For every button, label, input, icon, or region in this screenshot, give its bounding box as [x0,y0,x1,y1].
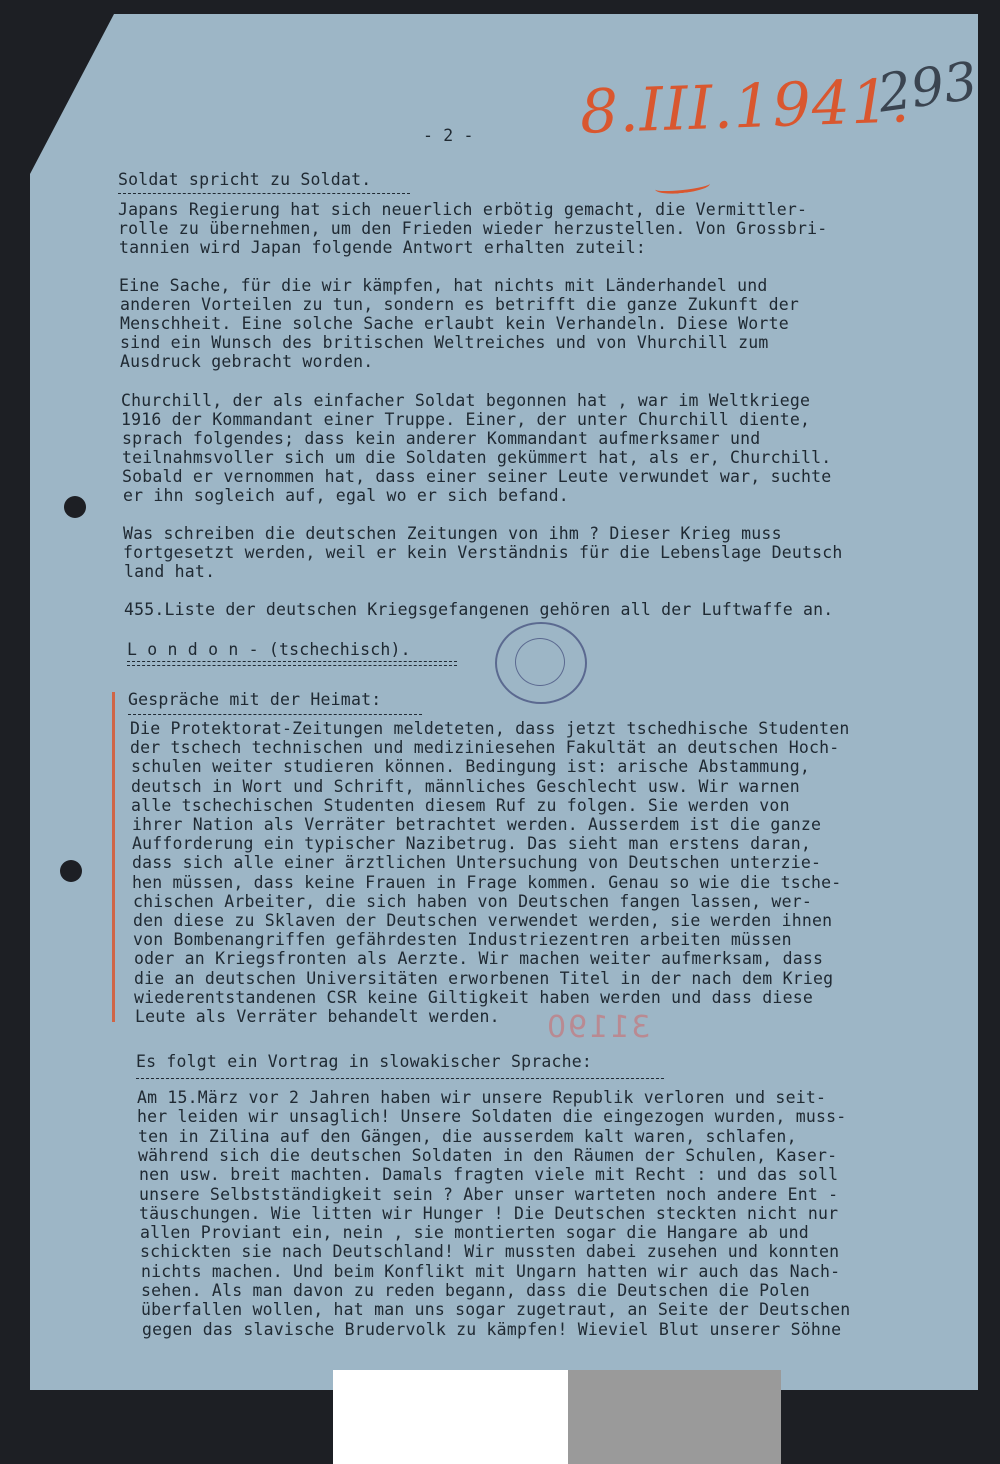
heading-underline [136,1078,664,1079]
margin-mark [112,692,115,1022]
text-line: land hat. [124,562,216,581]
text-line: chischen Arbeiter, die sich haben von Deutschen fangen lassen, wer- [133,892,812,911]
text-line: allen Proviant ein, nein , sie montierten sogar die Hangare ab und [140,1223,809,1242]
text-line: den diese zu Sklaven der Deutschen verwendet werden, sie werden ihnen [133,911,833,930]
text-line: täuschungen. Wie litten wir Hunger ! Die Deutschen steckten nicht nur [139,1204,839,1223]
text-line: unsere Selbstständigkeit sein ? Aber unser warteten noch andere Ent - [139,1185,839,1204]
heading-underline [128,714,422,715]
handwritten-date: 8.III.1941. [578,66,912,148]
text-line: von Bombenangriffen gefährdesten Industriezentren arbeiten müssen [133,930,792,949]
text-line: hen müssen, dass keine Frauen in Frage kommen. Genau so wie die tsche- [132,873,842,892]
text-line: die an deutschen Universitäten erworbenen Titel in der nach dem Krieg [134,969,834,988]
text-line: anderen Vorteilen zu tun, sondern es betrifft die ganze Zukunft der [120,295,799,314]
text-line: gegen das slavische Brudervolk zu kämpfen! Wieviel Blut unserer Söhne [142,1320,842,1339]
text-line: nen usw. breit machten. Damals fragten viele mit Recht : und das soll [139,1165,839,1184]
text-line: fortgesetzt werden, weil er kein Verständnis für die Lebenslage Deutsch [123,543,843,562]
text-line: Leute als Verräter behandelt werden. [135,1007,500,1026]
text-line: er ihn sogleich auf, egal wo er sich befand. [123,486,569,505]
text-line: Sobald er vernommen hat, dass einer seiner Leute verwundet war, suchte [122,467,832,486]
text-line: Eine Sache, für die wir kämpfen, hat nichts mit Länderhandel und [119,276,768,295]
text-line: Die Protektorat-Zeitungen meldeteten, dass jetzt tschedhische Studenten [130,719,850,738]
section-heading: Es folgt ein Vortrag in slowakischer Sprache: [136,1052,593,1071]
text-line: Menschheit. Eine solche Sache erlaubt kein Verhandeln. Diese Worte [120,314,789,333]
text-line: sind ein Wunsch des britischen Weltreiches und von Vhurchill zum [120,333,769,352]
page-number: - 2 - [423,126,474,145]
text-line: 455.Liste der deutschen Kriegsgefangenen gehören all der Luftwaffe an. [124,600,834,619]
text-line: überfallen wollen, hat man uns sogar zugetraut, an Seite der Deutschen [141,1300,851,1319]
text-line: Aufforderung ein typischer Nazibetrug. Das sieht man erstens daran, [132,834,811,853]
text-line: Japans Regierung hat sich neuerlich erbötig gemacht, die Vermittler- [118,200,808,219]
archive-stamp [495,622,587,704]
text-line: her leiden wir unsaglich! Unsere Soldaten die eingezogen wurden, muss- [137,1107,847,1126]
section-heading: Soldat spricht zu Soldat. [118,170,372,189]
text-line: ten in Zilina auf den Gängen, die ausserdem kalt waren, schlafen, [138,1127,797,1146]
section-heading: Gespräche mit der Heimat: [128,690,382,709]
text-line: dass sich alle einer ärztlichen Untersuchung von Deutschen unterzie- [132,853,822,872]
text-line: 1916 der Kommandant einer Truppe. Einer, der unter Churchill diente, [121,410,811,429]
text-line: teilnahmsvoller sich um die Soldaten gekümmert hat, als er, Churchill. [122,448,832,467]
text-line: rolle zu übernehmen, um den Frieden wieder herzustellen. Von Grossbri- [118,219,828,238]
text-line: Was schreiben die deutschen Zeitungen von ihm ? Dieser Krieg muss [123,524,782,543]
text-line: Am 15.März vor 2 Jahren haben wir unsere Republik verloren und seit- [137,1088,827,1107]
scan-calibration-patch [333,1370,781,1464]
text-line: nichts machen. Und beim Konflikt mit Ungarn hatten wir auch das Nach- [141,1262,841,1281]
text-line: sehen. Als man davon zu reden begann, dass die Deutschen die Polen [141,1281,810,1300]
text-line: alle tschechischen Studenten diesem Ruf zu folgen. Sie werden von [131,796,790,815]
text-line: schulen weiter studieren können. Bedingung ist: arische Abstammung, [131,757,810,776]
text-line: Churchill, der als einfacher Soldat begonnen hat , war im Weltkriege [121,391,811,410]
punch-hole [64,496,86,518]
white-patch [333,1370,568,1464]
punch-hole [60,860,82,882]
text-line: ihrer Nation als Verräter betrachtet werden. Ausserdem ist die ganze [132,815,822,834]
text-line: tannien wird Japan folgende Antwort erhalten zuteil: [119,238,646,257]
text-line: oder an Kriegsfronten als Aerzte. Wir machen weiter aufmerksam, dass [134,949,824,968]
archive-number: 31190 [545,1010,651,1045]
text-line: Ausdruck gebracht worden. [120,352,374,371]
text-line: deutsch in Wort und Schrift, männliches Geschlecht usw. Wir warnen [131,777,800,796]
heading-double-underline [127,661,457,666]
text-line: schickten sie nach Deutschland! Wir mussten dabei zusehen und konnten [140,1242,840,1261]
text-line: der tschech technischen und mediziniesehen Fakultät an deutschen Hoch- [130,738,840,757]
section-heading: L o n d o n - (tschechisch). [127,640,411,659]
text-line: wiederentstandenen CSR keine Giltigkeit haben werden und dass diese [134,988,813,1007]
text-line: sprach folgendes; dass kein anderer Kommandant aufmerksamer und [122,429,761,448]
text-line: während sich die deutschen Soldaten in den Räumen der Schulen, Kaser- [138,1146,838,1165]
gray-patch [568,1370,781,1464]
folio-number: 293 [874,51,981,125]
heading-underline [118,193,410,194]
